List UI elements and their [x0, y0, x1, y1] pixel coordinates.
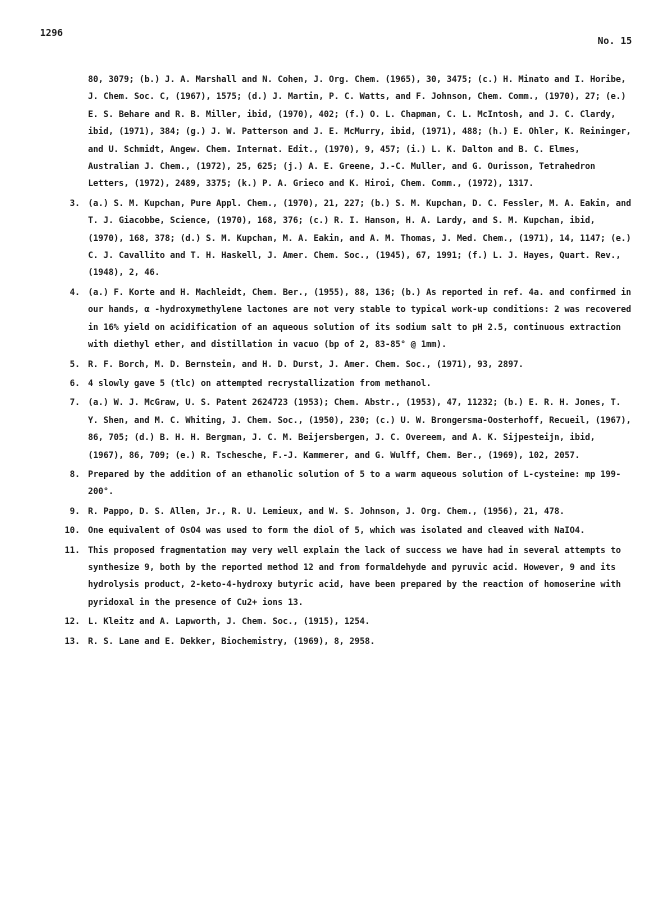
- reference-text: (a.) S. M. Kupchan, Pure Appl. Chem., (1970), 21, 227; (b.) S. M. Kupchan, D. C. Fessler, M. A. Eakin, and T. J. Giacobbe, Science, (1970), 168, 376; (c.) R. I. Hanson, H. A. Lardy, and S. M. Kupchan, ibid, (1970), 168, 378; (d.) S. M. Kupchan, M. A. Eakin, and A. M. Thomas, J. Med. Chem., (1971), 14, 1147; (e.) C. J. Cavallito and T. H. Haskell, J. Amer. Chem. Soc., (1945), 67, 1991; (f.) L. J. Hayes, Quart. Rev., (1948), 2, 46.: [88, 198, 637, 279]
- reference-text: R. S. Lane and E. Dekker, Biochemistry, (1969), 8, 2958.: [88, 636, 375, 647]
- reference-item: [46, 285, 636, 355]
- reference-text: L. Kleitz and A. Lapworth, J. Chem. Soc., (1915), 1254.: [88, 617, 370, 628]
- reference-item: [46, 395, 636, 465]
- reference-number: 9.: [69, 506, 80, 517]
- issue-number: No. 15: [597, 36, 632, 47]
- reference-text: R. Pappo, D. S. Allen, Jr., R. U. Lemieux, and W. S. Johnson, J. Org. Chem., (1956), 21, 478.: [88, 506, 565, 517]
- reference-number: 4.: [69, 287, 80, 298]
- references-list: [46, 72, 636, 653]
- reference-number: 10.: [64, 526, 80, 537]
- reference-item: [46, 504, 636, 521]
- reference-item: [46, 523, 636, 540]
- reference-number: 3.: [69, 198, 80, 209]
- reference-text: One equivalent of OsO4 was used to form the diol of 5, which was isolated and cleaved with NaIO4.: [88, 526, 586, 537]
- reference-text: (a.) F. Korte and H. Machleidt, Chem. Ber., (1955), 88, 136; (b.) As reported in ref. 4a. and confirmed in our hands, α -hydroxymethylene lactones are not very stable to typical work-up conditions: 2 was recovered in 16% yield on acidification of an aqueous solution of its sodium salt to pH 2.5, continuous extraction with diethyl ether, and distillation in vacuo (bp of 2, 83-85° @ 1mm).: [88, 287, 637, 351]
- reference-text: R. F. Borch, M. D. Bernstein, and H. D. Durst, J. Amer. Chem. Soc., (1971), 93, 2897.: [88, 359, 524, 370]
- reference-item: [46, 376, 636, 393]
- reference-number: 7.: [69, 398, 80, 409]
- page-header: [40, 28, 632, 47]
- reference-text: This proposed fragmentation may very well explain the lack of success we have had in several attempts to synthesize 9, both by the reported method 12 and from formaldehyde and pyruvic acid. However, 9 and its hydrolysis product, 2-keto-4-hydroxy butyric acid, have been prepared by the reaction of homoserine with pyridoxal in the presence of Cu2+ ions 13.: [88, 545, 627, 608]
- reference-text: Prepared by the addition of an ethanolic solution of 5 to a warm aqueous solution of L-cysteine: mp 199-200°.: [88, 469, 621, 498]
- reference-number: 8.: [69, 469, 80, 480]
- reference-item: [46, 357, 636, 374]
- reference-item: [46, 634, 636, 651]
- reference-text: 4 slowly gave 5 (tlc) on attempted recrystallization from methanol.: [88, 378, 432, 389]
- reference-item: [46, 72, 636, 194]
- reference-number: 6.: [69, 378, 80, 389]
- reference-number: 11.: [64, 545, 80, 556]
- reference-item: [46, 543, 636, 613]
- reference-item: [46, 614, 636, 631]
- reference-text: (a.) W. J. McGraw, U. S. Patent 2624723 (1953); Chem. Abstr., (1953), 47, 11232; (b.) E. R. H. Jones, T. Y. Shen, and M. C. Whiting, J. Chem. Soc., (1950), 230; (c.) U. W. Brongersma-Oosterhoff, Recueil, (1967), 86, 705; (d.) B. H. H. Bergman, J. C. M. Beijersbergen, J. C. Overeem, and A. K. Sijpesteijn, ibid, (1967), 86, 709; (e.) R. Tschesche, F.-J. Kammerer, and G. Wulff, Chem. Ber., (1969), 102, 2057.: [88, 398, 637, 461]
- reference-text: 80, 3079; (b.) J. A. Marshall and N. Cohen, J. Org. Chem. (1965), 30, 3475; (c.) H. Minato and I. Horibe, J. Chem. Soc. C, (1967), 1575; (d.) J. Martin, P. C. Watts, and F. Johnson, Chem. Comm., (1970), 27; (e.) E. S. Behare and R. B. Miller, ibid, (1970), 402; (f.) O. L. Chapman, C. L. McIntosh, and J. C. Clardy, ibid, (1971), 384; (g.) J. W. Patterson and J. E. McMurry, ibid, (1971), 488; (h.) E. Ohler, K. Reininger, and U. Schmidt, Angew. Chem. Internat. Edit., (1970), 9, 457; (i.) L. K. Dalton and B. C. Elmes, Australian J. Chem., (1972), 25, 625; (j.) A. E. Greene, J.-C. Muller, and G. Ourisson, Tetrahedron Letters, (1972), 2489, 3375; (k.) P. A. Grieco and K. Hiroi, Chem. Comm., (1972), 1317.: [88, 75, 637, 190]
- reference-number: 12.: [64, 617, 80, 628]
- page-number: 1296: [40, 28, 63, 39]
- reference-number: 5.: [69, 359, 80, 370]
- reference-number: 13.: [64, 636, 80, 647]
- reference-item: [46, 467, 636, 502]
- reference-item: [46, 196, 636, 283]
